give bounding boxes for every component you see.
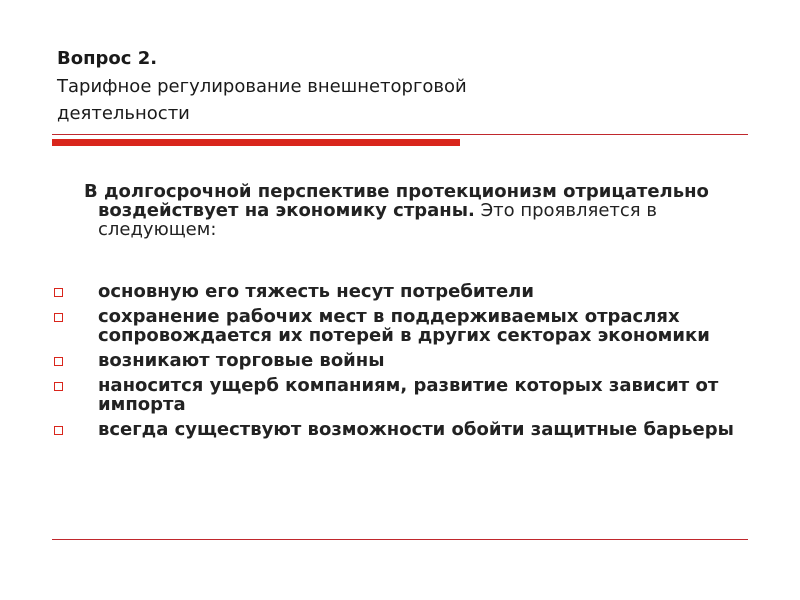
list-item (0, 376, 748, 414)
intro-paragraph (84, 181, 748, 240)
bottom-divider-line (52, 539, 748, 540)
bullet-text: основную его тяжесть несут потребители (98, 281, 534, 302)
slide-title: Вопрос 2. (57, 48, 158, 69)
intro-bold-text: В долгосрочной перспективе протекционизм отрицательно воздействует на экономику страны. (84, 181, 709, 221)
bullet-text: возникают торговые войны (98, 350, 385, 371)
list-item (0, 420, 748, 439)
square-bullet-icon (54, 426, 63, 435)
list-item (0, 282, 748, 301)
top-accent-bar (52, 139, 460, 146)
square-bullet-icon (54, 382, 63, 391)
bullet-text: наносится ущерб компаниям, развитие которых зависит от импорта (98, 375, 719, 415)
list-item (0, 307, 748, 345)
bullet-text: сохранение рабочих мест в поддерживаемых отраслях сопровождается их потерей в других секторах экономики (98, 306, 710, 346)
square-bullet-icon (54, 357, 63, 366)
intro-normal-text: Это проявляется в следующем: (98, 200, 657, 240)
top-divider-line (52, 134, 748, 135)
square-bullet-icon (54, 288, 63, 297)
list-item (0, 351, 748, 370)
bullet-text: всегда существуют возможности обойти защитные барьеры (98, 419, 734, 440)
slide-title-block (57, 45, 757, 127)
slide-subtitle-line-1: Тарифное регулирование внешнеторговой (57, 76, 467, 97)
square-bullet-icon (54, 313, 63, 322)
bullet-list (0, 282, 800, 445)
slide-subtitle-line-2: деятельности (57, 103, 190, 124)
